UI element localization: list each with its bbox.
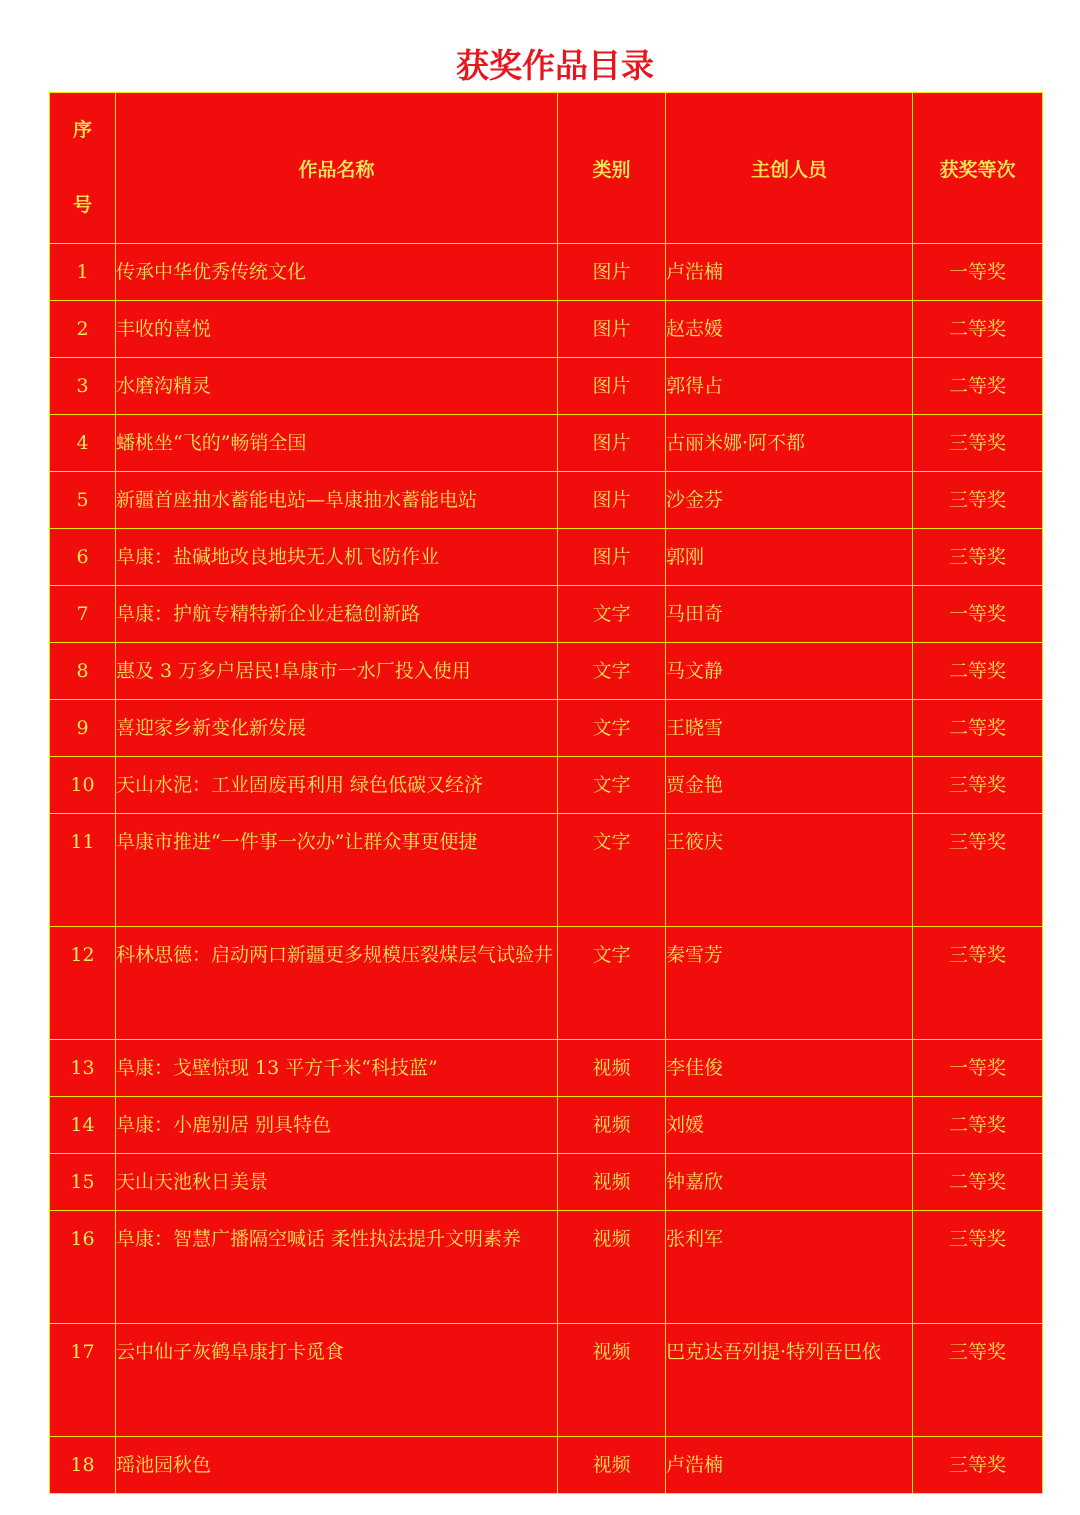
cell-work-name: 蟠桃坐“飞的”畅销全国 [116, 415, 558, 472]
cell-index: 10 [50, 757, 116, 814]
cell-author: 李佳俊 [666, 1040, 913, 1097]
cell-award: 一等奖 [913, 586, 1043, 643]
table-row [50, 757, 1043, 814]
cell-index: 15 [50, 1154, 116, 1211]
cell-index: 7 [50, 586, 116, 643]
cell-index: 1 [50, 244, 116, 301]
cell-index: 16 [50, 1211, 116, 1324]
cell-category: 图片 [558, 301, 666, 358]
cell-award: 三等奖 [913, 1324, 1043, 1437]
cell-award: 三等奖 [913, 1211, 1043, 1324]
cell-index: 9 [50, 700, 116, 757]
table-row [50, 700, 1043, 757]
cell-category: 文字 [558, 757, 666, 814]
column-header-award: 获奖等次 [913, 93, 1043, 244]
cell-category: 图片 [558, 415, 666, 472]
cell-index: 5 [50, 472, 116, 529]
cell-category: 视频 [558, 1211, 666, 1324]
cell-index: 2 [50, 301, 116, 358]
cell-work-name: 天山天池秋日美景 [116, 1154, 558, 1211]
table-row [50, 643, 1043, 700]
table-row [50, 244, 1043, 301]
cell-author: 巴克达吾列提·特列吾巴依 [666, 1324, 913, 1437]
cell-author: 沙金芬 [666, 472, 913, 529]
cell-award: 三等奖 [913, 529, 1043, 586]
cell-index: 8 [50, 643, 116, 700]
cell-award: 三等奖 [913, 757, 1043, 814]
cell-award: 三等奖 [913, 415, 1043, 472]
table-row [50, 1097, 1043, 1154]
cell-index: 4 [50, 415, 116, 472]
cell-index: 17 [50, 1324, 116, 1437]
cell-work-name: 瑶池园秋色 [116, 1437, 558, 1494]
column-header-author: 主创人员 [666, 93, 913, 244]
cell-work-name: 天山水泥：工业固废再利用 绿色低碳又经济 [116, 757, 558, 814]
cell-award: 二等奖 [913, 700, 1043, 757]
cell-award: 一等奖 [913, 1040, 1043, 1097]
cell-author: 卢浩楠 [666, 1437, 913, 1494]
cell-work-name: 阜康市推进“一件事一次办”让群众事更便捷 [116, 814, 558, 927]
cell-category: 文字 [558, 927, 666, 1040]
cell-work-name: 阜康：智慧广播隔空喊话 柔性执法提升文明素养 [116, 1211, 558, 1324]
cell-author: 秦雪芳 [666, 927, 913, 1040]
table-row [50, 586, 1043, 643]
cell-author: 马田奇 [666, 586, 913, 643]
cell-work-name: 阜康：盐碱地改良地块无人机飞防作业 [116, 529, 558, 586]
table-row [50, 814, 1043, 927]
cell-category: 视频 [558, 1154, 666, 1211]
cell-award: 三等奖 [913, 472, 1043, 529]
cell-award: 二等奖 [913, 1154, 1043, 1211]
cell-index: 3 [50, 358, 116, 415]
cell-work-name: 丰收的喜悦 [116, 301, 558, 358]
table-row [50, 1437, 1043, 1494]
table-header-row [50, 93, 1043, 244]
cell-work-name: 水磨沟精灵 [116, 358, 558, 415]
table-row [50, 1211, 1043, 1324]
page-title: 获奖作品目录 [456, 46, 654, 85]
column-header-category: 类别 [558, 93, 666, 244]
cell-author: 张利军 [666, 1211, 913, 1324]
cell-work-name: 云中仙子灰鹤阜康打卡觅食 [116, 1324, 558, 1437]
cell-award: 二等奖 [913, 1097, 1043, 1154]
cell-index: 13 [50, 1040, 116, 1097]
cell-author: 赵志媛 [666, 301, 913, 358]
cell-award: 三等奖 [913, 814, 1043, 927]
cell-index: 12 [50, 927, 116, 1040]
cell-category: 文字 [558, 700, 666, 757]
cell-work-name: 新疆首座抽水蓄能电站—阜康抽水蓄能电站 [116, 472, 558, 529]
cell-award: 一等奖 [913, 244, 1043, 301]
cell-index: 14 [50, 1097, 116, 1154]
table-row [50, 927, 1043, 1040]
cell-category: 图片 [558, 244, 666, 301]
awards-table [49, 92, 1043, 1494]
cell-author: 王晓雪 [666, 700, 913, 757]
cell-category: 图片 [558, 529, 666, 586]
column-header-index [50, 93, 116, 244]
cell-category: 图片 [558, 358, 666, 415]
column-header-index-line2: 号 [72, 194, 92, 216]
cell-award: 二等奖 [913, 358, 1043, 415]
table-row [50, 472, 1043, 529]
cell-category: 视频 [558, 1324, 666, 1437]
cell-category: 文字 [558, 586, 666, 643]
cell-author: 马文静 [666, 643, 913, 700]
cell-work-name: 阜康：戈壁惊现 13 平方千米“科技蓝” [116, 1040, 558, 1097]
cell-author: 刘媛 [666, 1097, 913, 1154]
table-row [50, 415, 1043, 472]
column-header-index-line1: 序 [72, 119, 92, 141]
cell-author: 古丽米娜·阿不都 [666, 415, 913, 472]
cell-award: 二等奖 [913, 643, 1043, 700]
cell-index: 6 [50, 529, 116, 586]
cell-work-name: 阜康：护航专精特新企业走稳创新路 [116, 586, 558, 643]
table-row [50, 1154, 1043, 1211]
table-row [50, 358, 1043, 415]
cell-author: 郭得占 [666, 358, 913, 415]
cell-author: 钟嘉欣 [666, 1154, 913, 1211]
cell-category: 图片 [558, 472, 666, 529]
cell-category: 视频 [558, 1437, 666, 1494]
cell-author: 王筱庆 [666, 814, 913, 927]
column-header-name: 作品名称 [116, 93, 558, 244]
cell-category: 文字 [558, 643, 666, 700]
cell-award: 二等奖 [913, 301, 1043, 358]
cell-award: 三等奖 [913, 1437, 1043, 1494]
table-row [50, 301, 1043, 358]
cell-index: 11 [50, 814, 116, 927]
table-row [50, 529, 1043, 586]
cell-category: 视频 [558, 1040, 666, 1097]
cell-category: 文字 [558, 814, 666, 927]
cell-author: 卢浩楠 [666, 244, 913, 301]
cell-work-name: 喜迎家乡新变化新发展 [116, 700, 558, 757]
cell-award: 三等奖 [913, 927, 1043, 1040]
cell-work-name: 阜康：小鹿别居 别具特色 [116, 1097, 558, 1154]
cell-work-name: 惠及 3 万多户居民!阜康市一水厂投入使用 [116, 643, 558, 700]
cell-category: 视频 [558, 1097, 666, 1154]
table-row [50, 1040, 1043, 1097]
cell-index: 18 [50, 1437, 116, 1494]
table-row [50, 1324, 1043, 1437]
cell-work-name: 传承中华优秀传统文化 [116, 244, 558, 301]
cell-author: 贾金艳 [666, 757, 913, 814]
cell-author: 郭刚 [666, 529, 913, 586]
cell-work-name: 科林思德：启动两口新疆更多规模压裂煤层气试验井 [116, 927, 558, 1040]
